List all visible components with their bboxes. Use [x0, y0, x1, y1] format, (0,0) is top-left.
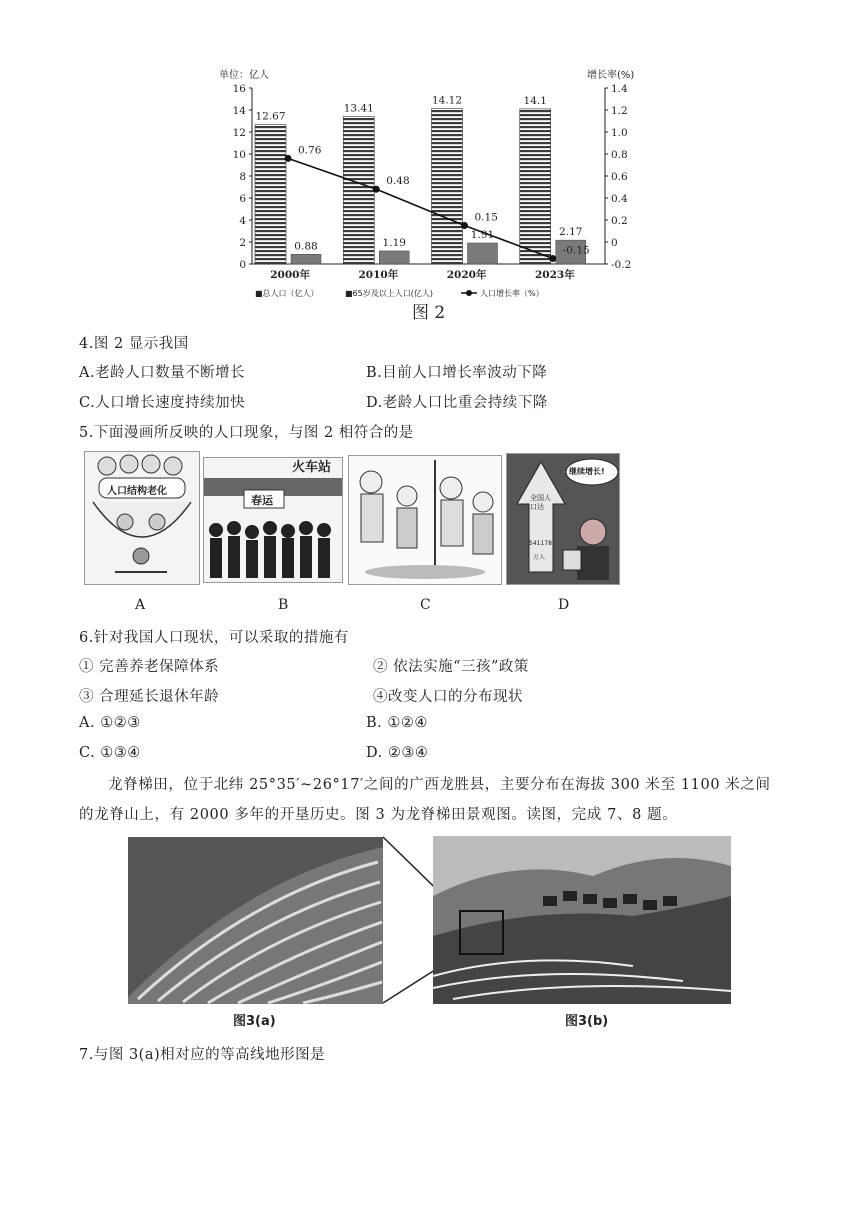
q4-option-c[interactable]: C.人口增长速度持续加快 [79, 395, 246, 411]
growth-rate-label: 0.76 [298, 144, 322, 157]
total-population-bar [520, 109, 551, 264]
q4-option-b[interactable]: B.目前人口增长率波动下降 [366, 365, 548, 381]
photo-3a-terraces [128, 837, 383, 1004]
cartoon-d[interactable] [506, 453, 620, 585]
passage-longji-terraces: 龙脊梯田，位于北纬 25°35′~26°17′之间的广西龙胜县，主要分布在海拔 300 米至 1100 米之间的龙脊山上，有 2000 多年的开垦历史。图 3 为龙脊梯田景观图。读图，完成 7、8 题。 [79, 777, 771, 823]
total-population-bar [432, 109, 463, 264]
elderly-population-bar [291, 254, 321, 264]
growth-rate-line [288, 158, 553, 258]
terrace-landscape-drawing [433, 836, 731, 1004]
right-tick-label: 1.0 [611, 127, 628, 139]
x-tick-label: 2010年 [358, 269, 399, 281]
legend-total-population: ■总人口（亿人） [255, 289, 319, 298]
q6-option-a[interactable]: A. ①②③ [79, 715, 141, 731]
total-population-label: 12.67 [255, 110, 286, 123]
growth-rate-point [285, 155, 292, 162]
q6-item-4: ④改变人口的分布现状 [373, 689, 523, 705]
x-tick-label: 2020年 [446, 269, 487, 281]
q7-stem: 7.与图 3(a)相对应的等高线地形图是 [79, 1047, 326, 1063]
cartoon-d-bubble: 继续增长! [569, 467, 605, 476]
total-population-bar [255, 125, 286, 264]
x-tick-label: 2023年 [535, 269, 575, 281]
q5-stem: 5.下面漫画所反映的人口现象，与图 2 相符合的是 [79, 425, 414, 441]
photo-3b-landscape [433, 836, 731, 1004]
right-tick-label: 1.4 [611, 83, 628, 95]
q6-option-c[interactable]: C. ①③④ [79, 745, 141, 761]
right-tick-label: 0.2 [611, 215, 628, 227]
cartoon-b-sign: 火车站 [292, 460, 332, 475]
left-tick-label: 12 [232, 127, 246, 139]
cartoon-a-letter: A [135, 597, 146, 613]
left-tick-label: 16 [232, 83, 246, 95]
cartoon-d-letter: D [558, 597, 570, 613]
cartoon-c-drawing [349, 456, 501, 584]
growth-rate-label: 0.48 [386, 175, 410, 188]
q6-stem: 6.针对我国人口现状，可以采取的措施有 [79, 630, 349, 646]
cartoon-b-drawing [204, 458, 342, 582]
cartoon-c-letter: C [420, 597, 431, 613]
cartoon-a[interactable] [84, 451, 200, 585]
left-tick-label: 6 [239, 193, 246, 205]
left-tick-label: 14 [232, 105, 246, 117]
elderly-population-bar [379, 251, 409, 264]
left-tick-label: 8 [239, 171, 246, 183]
cartoon-d-arrow-text: 全国人口达 [530, 494, 551, 511]
right-tick-label: 0.8 [611, 149, 628, 161]
terrace-closeup-drawing [128, 837, 383, 1004]
cartoon-b-letter: B [278, 597, 289, 613]
figure-2-caption: 图 2 [412, 303, 446, 323]
cartoon-a-drawing [85, 452, 199, 584]
q6-item-3: ③ 合理延长退休年龄 [79, 689, 220, 705]
left-tick-label: 0 [239, 259, 246, 271]
x-tick-label: 2000年 [270, 269, 310, 281]
q6-option-d[interactable]: D. ②③④ [366, 745, 429, 761]
q6-item-2: ② 依法实施“三孩”政策 [373, 659, 529, 675]
right-tick-label: 1.2 [611, 105, 628, 117]
right-tick-label: 0.4 [611, 193, 628, 205]
growth-rate-label: 0.15 [474, 211, 498, 224]
growth-rate-point [373, 186, 380, 193]
cartoon-d-unit: 万人 [533, 554, 546, 561]
elderly-population-label: 1.91 [470, 228, 495, 241]
q6-option-b[interactable]: B. ①②④ [366, 715, 428, 731]
q4-stem: 4.图 2 显示我国 [79, 336, 189, 352]
figure-3b-caption: 图3(b) [565, 1014, 609, 1029]
legend-growth-rate: 人口增长率（%） [480, 289, 544, 298]
growth-rate-point [549, 255, 556, 262]
left-tick-label: 4 [239, 215, 246, 227]
cartoon-a-banner: 人口结构老化 [107, 486, 167, 497]
legend-elderly-population: ■65岁及以上人口(亿人) [345, 289, 433, 298]
q4-option-d[interactable]: D.老龄人口比重会持续下降 [366, 395, 548, 411]
left-unit-label: 单位：亿人 [219, 70, 269, 81]
cartoon-b-label: 春运 [251, 494, 273, 507]
growth-rate-label: -0.15 [562, 244, 590, 257]
growth-rate-point [461, 222, 468, 229]
left-tick-label: 2 [239, 237, 246, 249]
total-population-label: 14.12 [431, 94, 463, 107]
cartoon-c[interactable] [348, 455, 502, 585]
left-tick-label: 10 [232, 149, 246, 161]
right-tick-label: -0.2 [611, 259, 632, 271]
legend-growth-rate-marker [466, 290, 472, 296]
elderly-population-label: 0.88 [294, 240, 318, 253]
right-tick-label: 0.6 [611, 171, 628, 183]
right-unit-label: 增长率(%) [587, 70, 635, 81]
cartoon-d-number: 541178 [529, 540, 552, 547]
elderly-population-bar [468, 243, 498, 264]
elderly-population-label: 2.17 [559, 226, 583, 239]
total-population-label: 13.41 [343, 102, 374, 115]
total-population-bar [343, 116, 374, 264]
q4-option-a[interactable]: A.老龄人口数量不断增长 [79, 365, 246, 381]
elderly-population-label: 1.19 [382, 236, 406, 249]
right-tick-label: 0 [611, 237, 618, 249]
cartoon-b[interactable] [203, 457, 343, 583]
total-population-label: 14.1 [523, 94, 547, 107]
figure-3a-caption: 图3(a) [233, 1014, 276, 1029]
q6-item-1: ① 完善养老保障体系 [79, 659, 220, 675]
population-chart [215, 62, 645, 324]
